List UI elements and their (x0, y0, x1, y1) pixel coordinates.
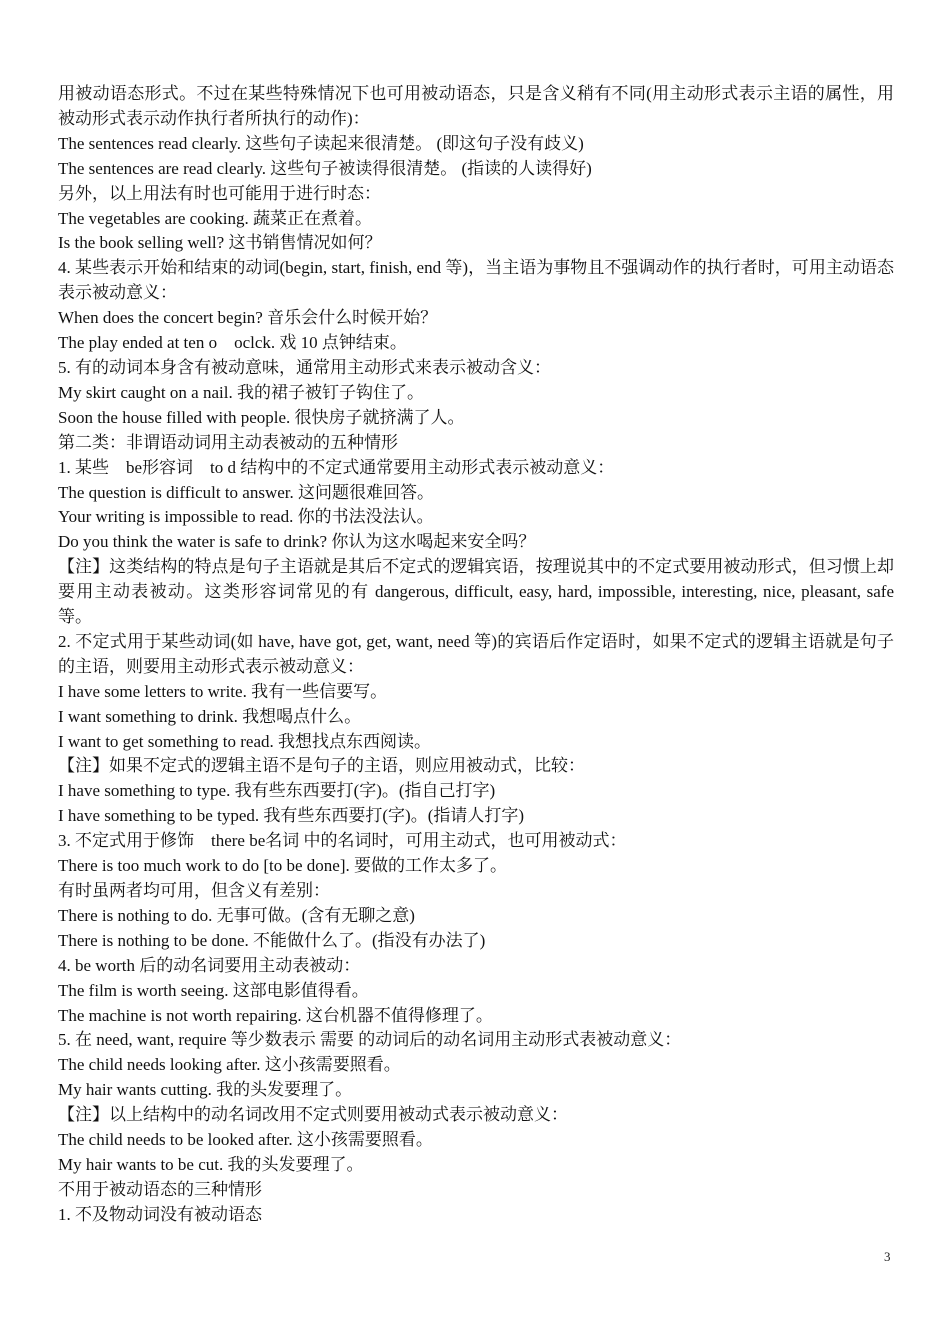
example-sentence: The child needs looking after. 这小孩需要照看。 (58, 1055, 401, 1075)
example-sentence: The child needs to be looked after. 这小孩需要照看。 (58, 1130, 433, 1150)
section-heading: 不用于被动语态的三种情形 (58, 1179, 262, 1199)
example-sentence: Is the book selling well? 这书销售情况如何？ (58, 233, 382, 253)
example-sentence: Soon the house filled with people. 很快房子就挤满了人。 (58, 407, 465, 427)
example-sentence: The machine is not worth repairing. 这台机器不值得修理了。 (58, 1005, 493, 1025)
note-paragraph: 【注】如果不定式的逻辑主语不是句子的主语，则应用被动式，比较： (58, 756, 585, 776)
example-sentence: The sentences read clearly. 这些句子读起来很清楚。 (即这句子没有歧义) (58, 133, 584, 153)
note-paragraph: 【注】这类结构的特点是句子主语就是其后不定式的逻辑宾语，按理说其中的不定式要用被动形式，但习惯上却要用主动表被动。这类形容词常见的有 dangerous, difficult, easy, hard, impossible, interesting, nice, pleasant, safe 等。 (58, 557, 894, 627)
paragraph: 用被动语态形式。不过在某些特殊情况下也可用被动语态，只是含义稍有不同(用主动形式表示主语的属性，用被动形式表示动作执行者所执行的动作)： (58, 84, 894, 128)
section-heading: 第二类：非谓语动词用主动表被动的五种情形 (58, 432, 398, 452)
rule-item: 1. 某些 be形容词 to d 结构中的不定式通常要用主动形式表示被动意义： (58, 457, 615, 477)
rule-item: 3. 不定式用于修饰 there be名词 中的名词时，可用主动式，也可用被动式： (58, 831, 627, 851)
example-sentence: My skirt caught on a nail. 我的裙子被钉子钩住了。 (58, 382, 424, 402)
paragraph: 有时虽两者均可用，但含义有差别： (58, 881, 330, 900)
rule-item: 5. 有的动词本身含有被动意味，通常用主动形式来表示被动含义： (58, 357, 551, 377)
paragraph: 另外，以上用法有时也可能用于进行时态： (58, 183, 381, 203)
rule-item: 1. 不及物动词没有被动语态 (58, 1204, 262, 1224)
example-sentence: The film is worth seeing. 这部电影值得看。 (58, 980, 369, 1000)
example-sentence: My hair wants cutting. 我的头发要理了。 (58, 1080, 353, 1100)
example-sentence: There is nothing to do. 无事可做。(含有无聊之意) (58, 905, 415, 925)
example-sentence: There is too much work to do [to be done]. 要做的工作太多了。 (58, 856, 508, 876)
example-sentence: My hair wants to be cut. 我的头发要理了。 (58, 1154, 364, 1174)
rule-item: 4. be worth 后的动名词要用主动表被动： (58, 955, 361, 975)
rule-item: 4. 某些表示开始和结束的动词(begin, start, finish, end 等)，当主语为事物且不强调动作的执行者时，可用主动语态表示被动意义： (58, 258, 894, 303)
example-sentence: The question is difficult to answer. 这问题很难回答。 (58, 482, 435, 502)
example-sentence: Your writing is impossible to read. 你的书法没法认。 (58, 507, 434, 527)
document-body (58, 82, 894, 1228)
example-sentence: Do you think the water is safe to drink? 你认为这水喝起来安全吗？ (58, 532, 536, 552)
example-sentence: I have some letters to write. 我有一些信要写。 (58, 681, 388, 701)
page-number: 3 (884, 1249, 891, 1264)
example-sentence: The vegetables are cooking. 蔬菜正在煮着。 (58, 208, 372, 228)
rule-item: 2. 不定式用于某些动词(如 have, have got, get, want, need 等)的宾语后作定语时，如果不定式的逻辑主语就是句子的主语，则要用主动形式表示被动意义： (58, 631, 894, 676)
example-sentence: There is nothing to be done. 不能做什么了。(指没有办法了) (58, 930, 486, 950)
example-sentence: I have something to be typed. 我有些东西要打(字)。(指请人打字) (58, 806, 525, 826)
rule-item: 5. 在 need, want, require 等少数表示 需要 的动词后的动名词用主动形式表被动意义： (58, 1030, 682, 1050)
example-sentence: I want to get something to read. 我想找点东西阅读。 (58, 731, 432, 751)
example-sentence: The sentences are read clearly. 这些句子被读得很清楚。 (指读的人读得好) (58, 158, 592, 178)
note-paragraph: 【注】以上结构中的动名词改用不定式则要用被动式表示被动意义： (58, 1105, 568, 1125)
example-sentence: I have something to type. 我有些东西要打(字)。(指自己打字) (58, 781, 496, 801)
example-sentence: I want something to drink. 我想喝点什么。 (58, 706, 362, 726)
example-sentence: The play ended at ten o oclck. 戏 10 点钟结束。 (58, 333, 407, 353)
example-sentence: When does the concert begin? 音乐会什么时候开始？ (58, 308, 438, 328)
